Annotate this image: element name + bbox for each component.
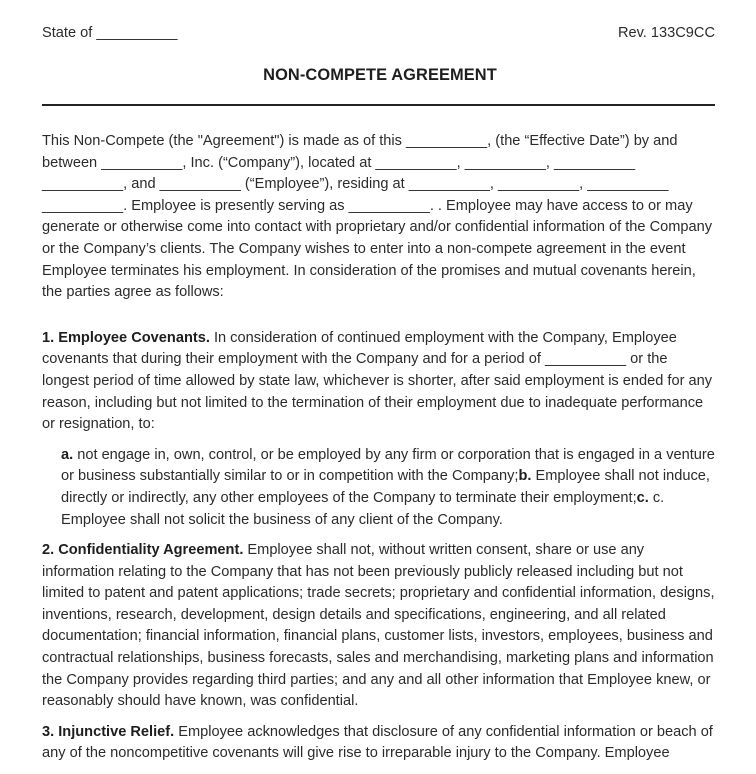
item-c-text: c. Employee shall not solicit the business of any client of the Company.: [61, 489, 665, 528]
item-c-label: c.: [636, 489, 649, 506]
agreement-body: [42, 131, 718, 774]
section-text: In consideration of continued employment with the Company, Employee covenants that during their employment with the Company and for a period of __________ or the longest period of time allowed by state law, whichever is shorter, after said employment is ended for any reason, including but not limited to the termination of their employment due to inadequate performance or resignation, to:: [42, 329, 713, 433]
section-text: Employee shall not, without written consent, share or use any information relating to the Company that has not been previously publicly released including but not limited to patent and patent applications; trade secrets; proprietary and confidential information, designs, inventions, research, development, design details and specifications, engineering, and all related documentation; financial information, financial plans, customer lists, investors, employees, business and contractual relationships, business forecasts, sales and merchandising, marketing plans and information the Company provides regarding third parties; and any and all other information that Employee knew, or reasonably should have known, was confidential.: [42, 542, 715, 710]
state-of-field: State of __________: [42, 25, 178, 41]
item-a-label: a.: [61, 446, 74, 463]
title-divider: [42, 104, 715, 106]
item-a-text: not engage in, own, control, or be employed by any firm or corporation that is engaged in a venture or business substantially similar to or in competition with the Company;: [61, 446, 715, 485]
section-employee-covenants: [42, 328, 718, 436]
section-injunctive-relief: [42, 722, 718, 765]
revision-code: Rev. 133C9CC: [617, 25, 715, 41]
covenant-items: [42, 445, 718, 531]
item-b-text: Employee shall not induce, directly or indirectly, any other employees of the Company to terminate their employment;: [61, 468, 710, 506]
section-heading: 2. Confidentiality Agreement.: [42, 542, 244, 559]
section-heading: 1. Employee Covenants.: [42, 329, 210, 346]
intro-paragraph: This Non-Compete (the "Agreement") is made as of this __________, (the “Effective Date”) by and between __________, Inc. (“Company”), located at __________, __________, __________ __________, and __________ (“Employee”), residing at __________, __________, __________ __________. Employee is presently serving as __________. . Employee may have access to or may generate or otherwise come into contact with proprietary and/or confidential information of the Company or the Company’s clients. The Company wishes to enter into a non-compete agreement in the event Employee terminates his employment. In consideration of the promises and mutual covenants herein, the parties agree as follows:: [42, 133, 713, 301]
document-header: [42, 25, 718, 45]
section-text: Employee acknowledges that disclosure of any confidential information or beach of any of the noncompetitive covenants will give rise to irreparable injury to the Company. Employee: [42, 723, 713, 762]
item-b-label: b.: [518, 468, 532, 485]
section-confidentiality-agreement: [42, 540, 718, 713]
document-title: NON-COMPETE AGREEMENT: [263, 66, 497, 84]
section-heading: 3. Injunctive Relief.: [42, 723, 175, 740]
